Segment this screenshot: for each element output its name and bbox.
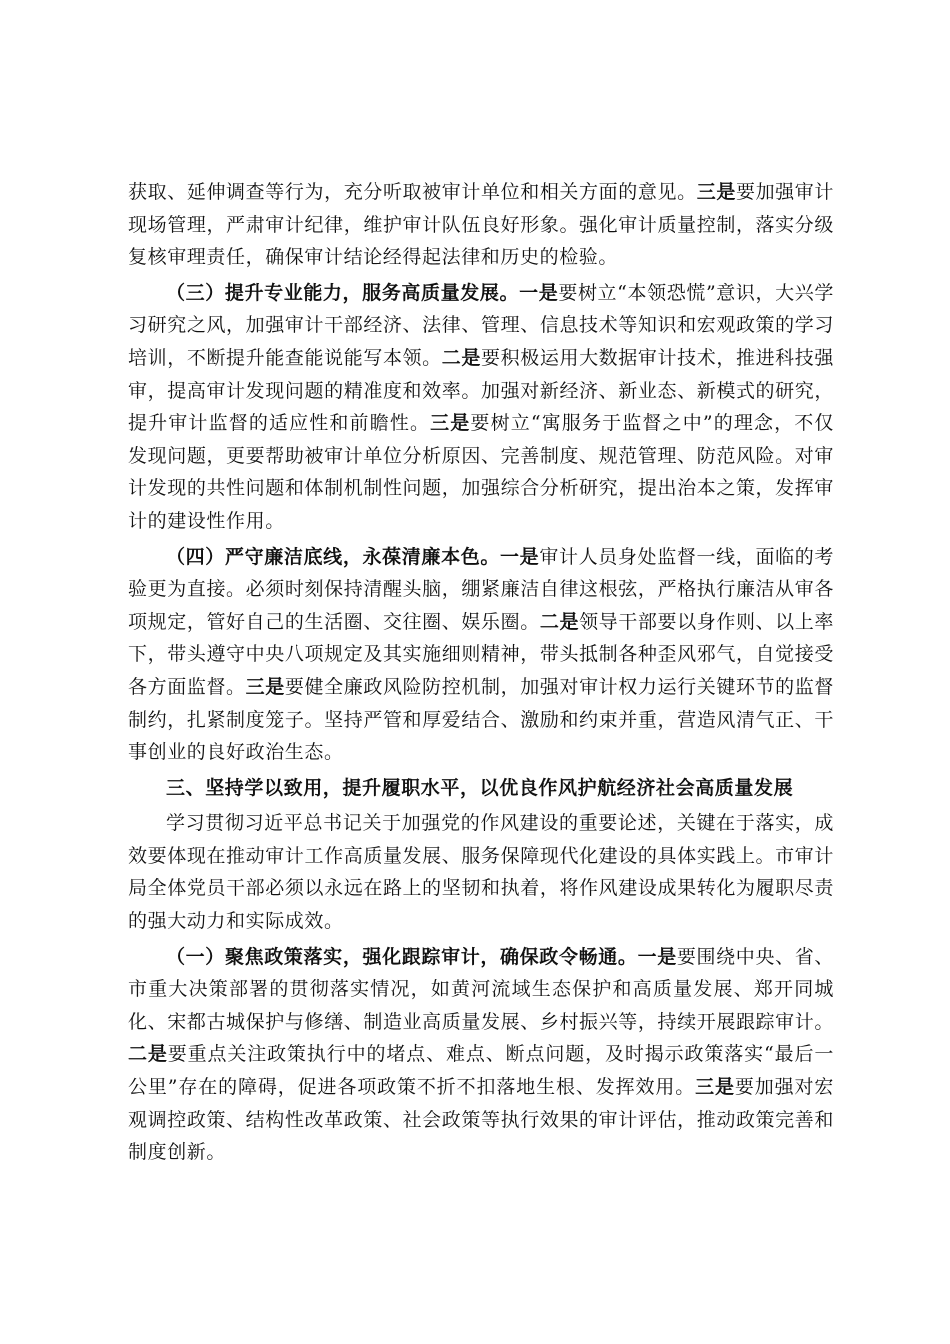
bold-run: 三是 (430, 412, 471, 435)
text-run: 要重点关注政策执行中的堵点、难点、断点问题，及时揭示政策落实“最后一公里”存在的障碍，促进各项政策不折不扣落地生根、发挥效用。 (128, 1043, 834, 1099)
text-run: 领导干部要以身作则、以上率下，带头遵守中央八项规定及其实施细则精神，带头抵制各种歪风邪气，自觉接受各方面监督。 (128, 610, 834, 698)
paragraph-intro (128, 807, 834, 937)
text-run: 学习贯彻习近平总书记关于加强党的作风建设的重要论述，关键在于落实，成效要体现在推动审计工作高质量发展、服务保障现代化建设的具体实践上。市审计局全体党员干部必须以永远在路上的坚韧和执着，将作风建设成果转化为履职尽责的强大动力和实际成效。 (128, 812, 834, 933)
paragraph-subsection-1 (128, 941, 834, 1169)
text-run: 要加强审计现场管理，严肃审计纪律，维护审计队伍良好形象。强化审计质量控制，落实分级复核审理责任，确保审计结论经得起法律和历史的检验。 (128, 181, 834, 269)
bold-run: 一是 (519, 281, 559, 304)
paragraph-section-3 (128, 277, 834, 538)
text-run: 获取、延伸调查等行为，充分听取被审计单位和相关方面的意见。 (128, 181, 697, 203)
paragraph-continuation (128, 176, 834, 274)
bold-run: （三）提升专业能力，服务高质量发展。 (166, 281, 520, 304)
bold-run: 二是 (539, 610, 580, 633)
bold-run: 二是 (441, 346, 482, 369)
heading-text: 三、坚持学以致用，提升履职水平，以优良作风护航经济社会高质量发展 (166, 776, 794, 799)
bold-run: 三是 (695, 1076, 735, 1099)
bold-run: 二是 (128, 1043, 168, 1066)
text-run: 要健全廉政风险防控机制，加强对审计权力运行关键环节的监督制约，扎紧制度笼子。坚持严管和厚爱结合、激励和约束并重，营造风清气正、干事创业的良好政治生态。 (128, 675, 834, 764)
text-run: 要围绕中央、省、市重大决策部署的贯彻落实情况，如黄河流域生态保护和高质量发展、郑开同城化、宋都古城保护与修缮、制造业高质量发展、乡村振兴等，持续开展跟踪审计。 (128, 945, 834, 1033)
text-run: 要加强对宏观调控政策、结构性改革政策、社会政策等执行效果的审计评估，推动政策完善和制度创新。 (128, 1076, 834, 1164)
text-run: 要积极运用大数据审计技术，推进科技强审，提高审计发现问题的精准度和效率。加强对新经济、新业态、新模式的研究，提升审计监督的适应性和前瞻性。 (128, 346, 834, 435)
text-run: 要树立“寓服务于监督之中”的理念，不仅发现问题，更要帮助被审计单位分析原因、完善制度、规范管理、防范风险。对审计发现的共性问题和体制机制性问题，加强综合分析研究，提出治本之策，发挥审计的建设性作用。 (128, 412, 834, 532)
bold-run: 一是 (500, 545, 540, 568)
section-heading (128, 772, 834, 805)
text-run: 要树立“本领恐慌”意识，大兴学习研究之风，加强审计干部经济、法律、管理、信息技术等知识和宏观政策的学习培训，不断提升能查能说能写本领。 (128, 281, 834, 369)
bold-run: （四）严守廉洁底线，永葆清廉本色。 (166, 545, 501, 568)
bold-run: 三是 (696, 181, 736, 203)
bold-run: 一是 (637, 945, 677, 968)
text-run: 审计人员身处监督一线，面临的考验更为直接。必须时刻保持清醒头脑，绷紧廉洁自律这根弦，严格执行廉洁从审各项规定，管好自己的生活圈、交往圈、娱乐圈。 (128, 545, 834, 633)
bold-run: （一）聚焦政策落实，强化跟踪审计，确保政令畅通。 (166, 945, 638, 968)
document-body (128, 176, 834, 1172)
paragraph-section-4 (128, 541, 834, 769)
bold-run: 三是 (245, 675, 285, 698)
